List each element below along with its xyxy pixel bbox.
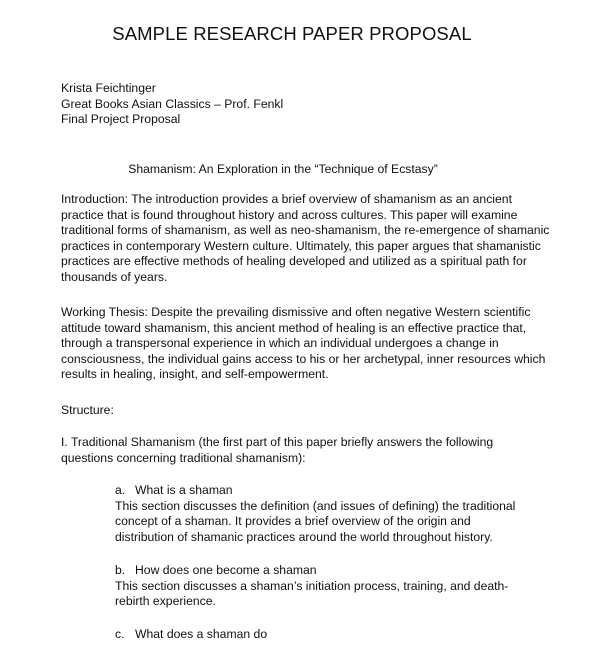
list-marker: b.: [115, 563, 126, 577]
subsection-heading-text: What is a shaman: [135, 483, 233, 497]
paragraph-line: distribution of shamanic practices around the world throughout history.: [115, 529, 493, 544]
paragraph-line: Introduction: The introduction provides a brief overview of shamanism as an ancient: [61, 192, 512, 206]
introduction-paragraph: [61, 192, 581, 286]
subsection-heading: [115, 483, 575, 499]
subsection-b: [115, 563, 575, 610]
document-title: SAMPLE RESEARCH PAPER PROPOSAL: [112, 23, 472, 44]
subsection-heading-text: How does one become a shaman: [135, 563, 317, 577]
subsection-heading: [115, 563, 575, 579]
structure-heading: Structure:: [61, 403, 114, 417]
paragraph-line: I. Traditional Shamanism (the first part of this paper briefly answers the following: [61, 435, 494, 449]
paragraph-line: rebirth experience.: [115, 594, 216, 609]
paragraph-line: This section discusses the definition (and issues of defining) the traditional: [115, 498, 516, 513]
section-traditional-shamanism: [61, 435, 581, 466]
author-name: Krista Feichtinger: [61, 81, 156, 95]
subsection-a: [115, 483, 575, 545]
paragraph-line: This section discusses a shaman’s initiation process, training, and death-: [115, 578, 509, 593]
subsection-c: [115, 627, 575, 643]
paragraph-line: through a transpersonal experience in which an individual undergoes a change in: [61, 336, 499, 351]
paragraph-line: thousands of years.: [61, 269, 168, 284]
list-marker: a.: [115, 483, 126, 497]
subsection-heading-text: What does a shaman do: [135, 627, 268, 641]
working-thesis-paragraph: [61, 305, 581, 383]
paragraph-line: practice that is found throughout history and across cultures. This paper will examine: [61, 207, 518, 222]
paragraph-line: practices are effective methods of healing developed and utilized as a spiritual path for: [61, 254, 527, 269]
course-name: Great Books Asian Classics – Prof. Fenkl: [61, 96, 284, 111]
paragraph-line: concept of a shaman. It provides a brief overview of the origin and: [115, 514, 471, 529]
paragraph-line: questions concerning traditional shamanism):: [61, 450, 306, 465]
paragraph-line: traditional forms of shamanism, as well as neo-shamanism, the re-emergence of shamanic: [61, 223, 550, 238]
list-marker: c.: [115, 627, 125, 641]
paragraph-line: consciousness, the individual gains access to his or her archetypal, inner resources which: [61, 351, 546, 366]
paragraph-line: attitude toward shamanism, this ancient method of healing is an effective practice that,: [61, 320, 527, 335]
paper-subtitle: Shamanism: An Exploration in the “Technique of Ecstasy”: [128, 162, 438, 176]
assignment-name: Final Project Proposal: [61, 112, 181, 127]
paragraph-line: Working Thesis: Despite the prevailing dismissive and often negative Western scientific: [61, 305, 531, 319]
subsection-heading: [115, 627, 575, 643]
paragraph-line: practices in contemporary Western culture. Ultimately, this paper argues that shamanistic: [61, 238, 541, 253]
author-block: [61, 81, 581, 128]
paragraph-line: results in healing, insight, and self-empowerment.: [61, 367, 329, 382]
